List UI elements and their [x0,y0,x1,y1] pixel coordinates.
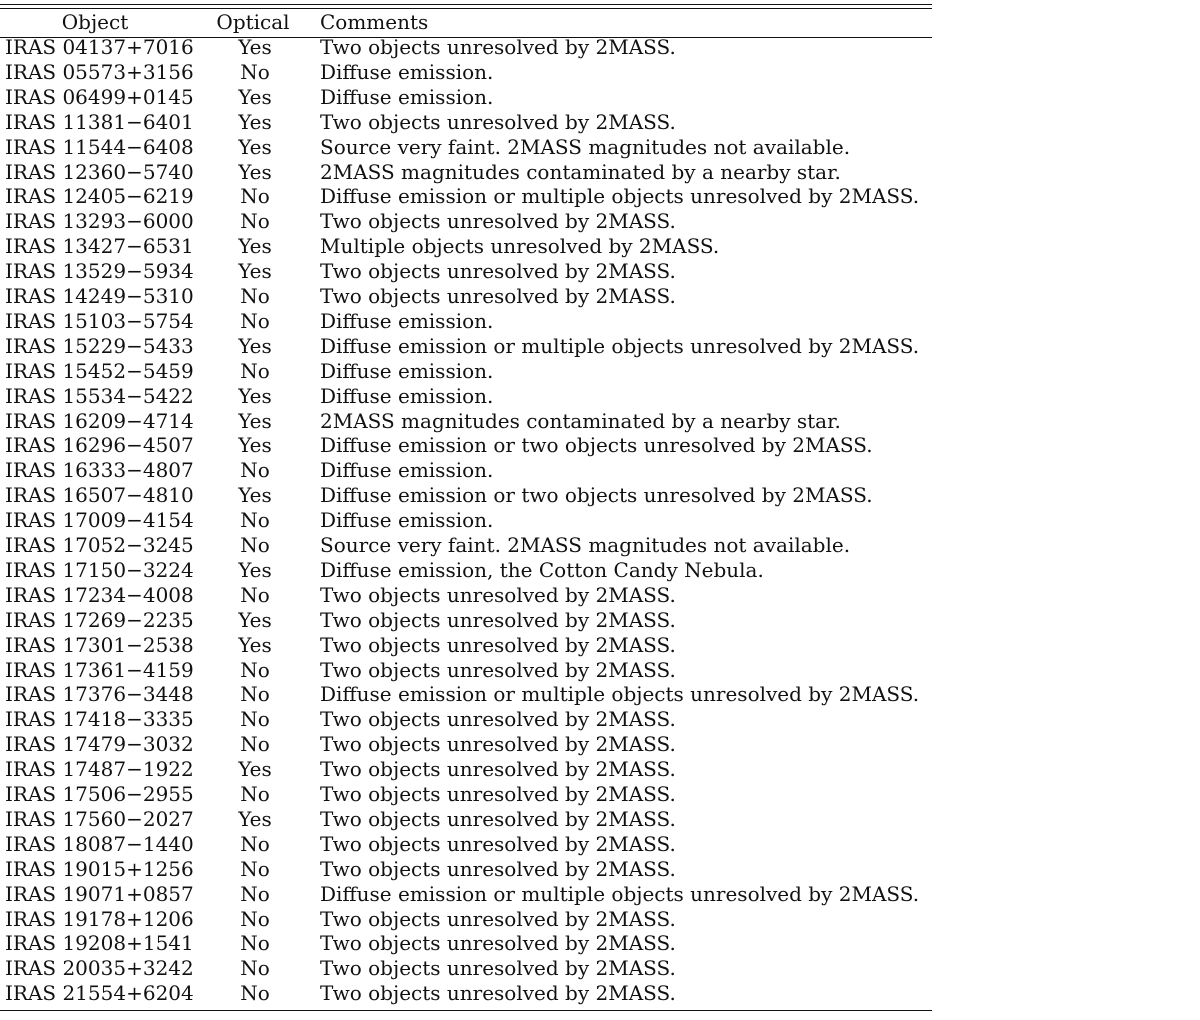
table-row [0,433,932,458]
table-row [0,931,932,956]
table-row [0,558,932,583]
object-cell: IRAS 17052−3245 [5,533,194,557]
optical-cell: No [240,458,270,483]
table-header-row [0,10,932,35]
optical-cell: Yes [238,557,272,582]
table-row [0,782,932,807]
comments-cell: Two objects unresolved by 2MASS. [320,981,676,1006]
comments-cell: Two objects unresolved by 2MASS. [320,657,676,682]
optical-cell: Yes [238,159,272,184]
optical-cell: Yes [238,134,272,159]
optical-cell: Yes [238,757,272,782]
comments-cell: Diffuse emission or multiple objects unresolved by 2MASS. [320,333,920,358]
top-rule-outer [0,4,932,5]
object-cell: IRAS 18087−1440 [5,831,194,856]
comments-cell: Diffuse emission, the Cotton Candy Nebula. [320,557,764,582]
comments-cell: Diffuse emission. [320,383,494,408]
optical-cell: No [240,508,270,533]
table-row [0,857,932,882]
object-cell: IRAS 12360−5740 [5,159,194,184]
header-comments: Comments [320,10,429,34]
table-row [0,359,932,384]
object-cell: IRAS 17150−3224 [5,557,194,582]
object-cell: IRAS 17560−2027 [5,806,194,831]
object-cell: IRAS 17506−2955 [5,782,194,806]
comments-cell: Diffuse emission. [320,358,494,383]
optical-cell: Yes [238,408,272,433]
table-row [0,658,932,683]
comments-cell: Two objects unresolved by 2MASS. [320,732,676,757]
table-row [0,409,932,434]
optical-cell: Yes [238,84,272,109]
object-cell: IRAS 04137+7016 [5,35,194,59]
comments-cell: Source very faint. 2MASS magnitudes not available. [320,134,851,159]
table-row [0,732,932,757]
comments-cell: Diffuse emission or two objects unresolved by 2MASS. [320,483,873,508]
comments-cell: Two objects unresolved by 2MASS. [320,906,676,931]
comments-cell: Multiple objects unresolved by 2MASS. [320,234,720,259]
object-cell: IRAS 19015+1256 [5,856,194,881]
table-row [0,707,932,732]
comments-cell: Two objects unresolved by 2MASS. [320,582,676,607]
object-cell: IRAS 17234−4008 [5,582,194,607]
optical-cell: Yes [238,806,272,831]
optical-cell: No [240,59,270,84]
optical-cell: No [240,582,270,607]
optical-cell: No [240,707,270,732]
optical-cell: No [240,358,270,383]
table-row [0,483,932,508]
table-row [0,234,932,259]
optical-cell: No [240,533,270,557]
comments-cell: 2MASS magnitudes contaminated by a nearby star. [320,159,841,184]
object-cell: IRAS 13427−6531 [5,234,194,259]
object-cell: IRAS 16209−4714 [5,408,194,433]
optical-cell: No [240,856,270,881]
comments-cell: Diffuse emission. [320,508,494,533]
optical-cell: Yes [238,632,272,657]
table-row [0,907,932,932]
table-row [0,608,932,633]
optical-cell: Yes [238,35,272,59]
optical-cell: No [240,956,270,981]
table-row [0,384,932,409]
object-cell: IRAS 06499+0145 [5,84,194,109]
optical-cell: No [240,981,270,1006]
object-cell: IRAS 17418−3335 [5,707,194,732]
comments-cell: Diffuse emission or multiple objects unresolved by 2MASS. [320,184,920,209]
object-cell: IRAS 11544−6408 [5,134,194,159]
comments-cell: Two objects unresolved by 2MASS. [320,209,676,234]
table-row [0,35,932,60]
object-cell: IRAS 17479−3032 [5,732,194,757]
object-cell: IRAS 19178+1206 [5,906,194,931]
optical-cell: No [240,682,270,707]
comments-cell: Two objects unresolved by 2MASS. [320,782,676,806]
optical-cell: No [240,906,270,931]
object-cell: IRAS 17361−4159 [5,657,194,682]
table-row [0,60,932,85]
optical-cell: No [240,931,270,956]
comments-cell: Two objects unresolved by 2MASS. [320,109,676,134]
object-cell: IRAS 15452−5459 [5,358,194,383]
object-cell: IRAS 11381−6401 [5,109,194,134]
object-cell: IRAS 19208+1541 [5,931,194,956]
object-cell: IRAS 21554+6204 [5,981,194,1006]
comments-cell: Two objects unresolved by 2MASS. [320,707,676,732]
optical-cell: Yes [238,109,272,134]
comments-cell: Two objects unresolved by 2MASS. [320,632,676,657]
optical-cell: Yes [238,483,272,508]
object-cell: IRAS 15103−5754 [5,308,194,333]
comments-cell: Diffuse emission. [320,308,494,333]
object-cell: IRAS 17487−1922 [5,757,194,782]
table-row [0,284,932,309]
table-row [0,184,932,209]
object-cell: IRAS 17009−4154 [5,508,194,533]
optical-cell: Yes [238,234,272,259]
comments-cell: Source very faint. 2MASS magnitudes not available. [320,533,851,557]
table-row [0,981,932,1006]
table-row [0,757,932,782]
comments-cell: Two objects unresolved by 2MASS. [320,757,676,782]
comments-cell: Two objects unresolved by 2MASS. [320,956,676,981]
object-cell: IRAS 16296−4507 [5,433,194,458]
comments-cell: Two objects unresolved by 2MASS. [320,284,676,308]
object-cell: IRAS 19071+0857 [5,881,194,906]
comments-cell: Two objects unresolved by 2MASS. [320,931,676,956]
table-row [0,508,932,533]
optical-cell: No [240,782,270,806]
table-row [0,633,932,658]
comments-cell: Two objects unresolved by 2MASS. [320,831,676,856]
table-row [0,807,932,832]
object-cell: IRAS 20035+3242 [5,956,194,981]
comments-cell: Diffuse emission or multiple objects unresolved by 2MASS. [320,682,920,707]
table-row [0,334,932,359]
comments-cell: 2MASS magnitudes contaminated by a nearby star. [320,408,841,433]
optical-cell: No [240,881,270,906]
optical-cell: No [240,284,270,308]
table-row [0,110,932,135]
table-row [0,85,932,110]
object-cell: IRAS 13293−6000 [5,209,194,234]
table-row [0,160,932,185]
table-row [0,832,932,857]
optical-cell: No [240,732,270,757]
object-cell: IRAS 17269−2235 [5,607,194,632]
table-row [0,458,932,483]
optical-cell: Yes [238,433,272,458]
table-row [0,209,932,234]
object-cell: IRAS 12405−6219 [5,184,194,209]
comments-cell: Two objects unresolved by 2MASS. [320,35,676,59]
comments-cell: Diffuse emission. [320,59,494,84]
table-row [0,956,932,981]
table-row [0,583,932,608]
optical-cell: No [240,184,270,209]
optical-cell: No [240,831,270,856]
object-cell: IRAS 16507−4810 [5,483,194,508]
bottom-rule [0,1010,932,1011]
optical-cell: No [240,657,270,682]
object-cell: IRAS 17376−3448 [5,682,194,707]
table-row [0,682,932,707]
object-cell: IRAS 15229−5433 [5,333,194,358]
comments-cell: Two objects unresolved by 2MASS. [320,856,676,881]
optical-cell: Yes [238,333,272,358]
comments-cell: Two objects unresolved by 2MASS. [320,806,676,831]
table-row [0,309,932,334]
table-row [0,135,932,160]
optical-cell: Yes [238,259,272,284]
object-cell: IRAS 16333−4807 [5,458,194,483]
object-cell: IRAS 17301−2538 [5,632,194,657]
comments-cell: Diffuse emission. [320,84,494,109]
optical-cell: No [240,209,270,234]
object-cell: IRAS 05573+3156 [5,59,194,84]
object-cell: IRAS 14249−5310 [5,284,194,308]
comments-cell: Diffuse emission or two objects unresolved by 2MASS. [320,433,873,458]
comments-cell: Diffuse emission. [320,458,494,483]
optical-cell: No [240,308,270,333]
table-row [0,533,932,558]
header-object: Object [61,10,129,34]
comments-cell: Diffuse emission or multiple objects unresolved by 2MASS. [320,881,920,906]
optical-cell: Yes [238,607,272,632]
table-row [0,882,932,907]
table-row [0,259,932,284]
header-optical: Optical [216,10,290,34]
object-cell: IRAS 15534−5422 [5,383,194,408]
comments-cell: Two objects unresolved by 2MASS. [320,607,676,632]
object-cell: IRAS 13529−5934 [5,259,194,284]
optical-cell: Yes [238,383,272,408]
comments-cell: Two objects unresolved by 2MASS. [320,259,676,284]
